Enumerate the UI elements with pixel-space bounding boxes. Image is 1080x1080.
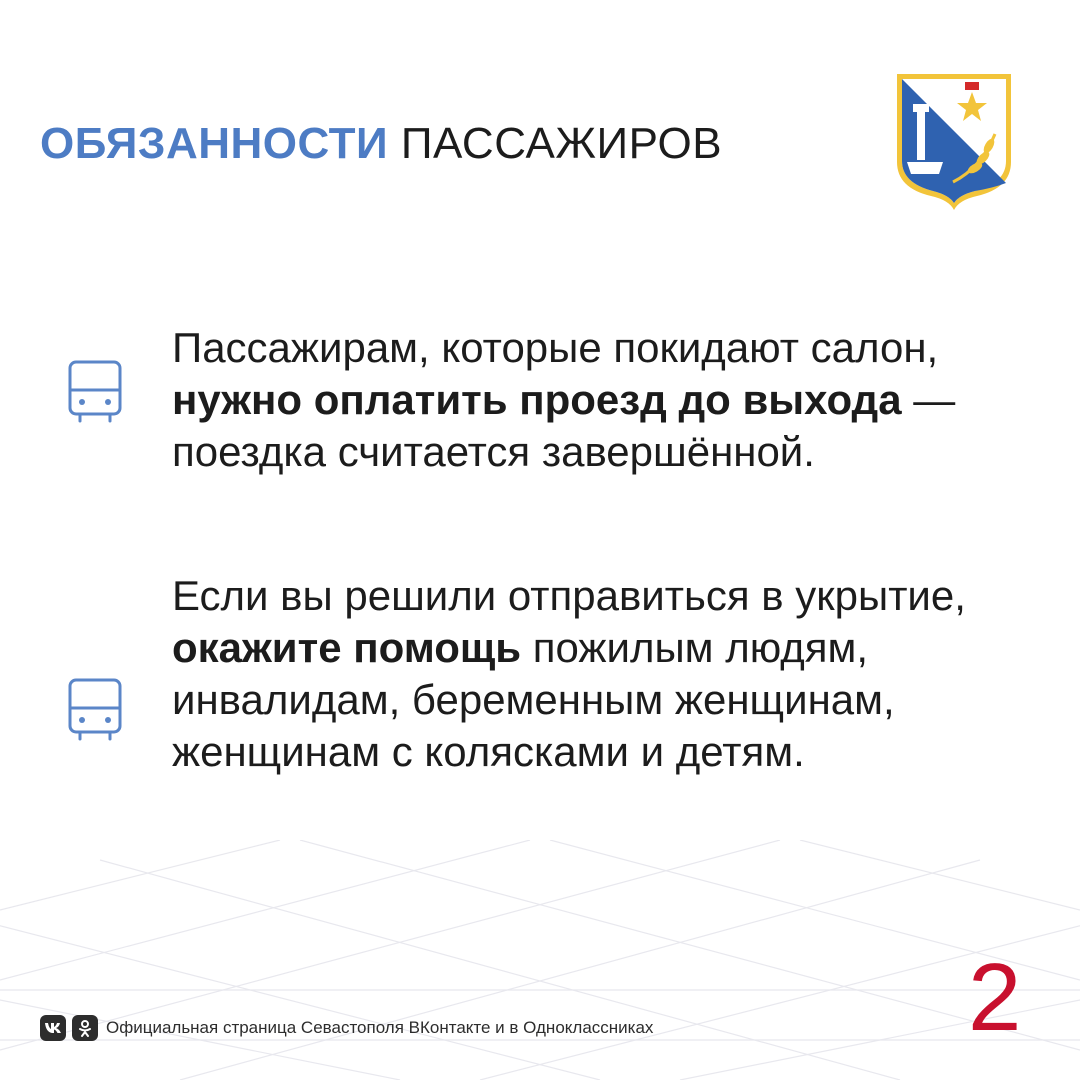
title-rest: ПАССАЖИРОВ	[400, 119, 723, 168]
item-text-regular: Пассажирам, которые покидают салон,	[172, 324, 939, 371]
footer	[40, 1015, 653, 1041]
grid-background	[0, 840, 1080, 1080]
item-text-bold: окажите помощь	[172, 624, 522, 671]
vk-icon[interactable]	[40, 1015, 66, 1041]
title-accent: ОБЯЗАННОСТИ	[40, 119, 389, 168]
item-text-regular: пожилым людям, инвалидам, беременным женщинам, женщинам с колясками и детям.	[172, 624, 895, 775]
bus-icon	[66, 676, 124, 742]
page-number: 2	[968, 944, 1022, 1051]
footer-text: Официальная страница Севастополя ВКонтакте и в Одноклассниках	[106, 1018, 654, 1037]
page-title	[40, 116, 722, 172]
item-text-regular: — поездка считается завершённой.	[172, 376, 956, 475]
item-text-regular: Если вы решили отправиться в укрытие,	[172, 572, 966, 619]
item-text	[172, 322, 972, 478]
odnoklassniki-icon[interactable]	[72, 1015, 98, 1041]
bus-icon	[66, 358, 124, 424]
coat-of-arms-icon	[893, 70, 1015, 212]
item-text-bold: нужно оплатить проезд до выхода	[172, 376, 902, 423]
item-text	[172, 570, 972, 778]
